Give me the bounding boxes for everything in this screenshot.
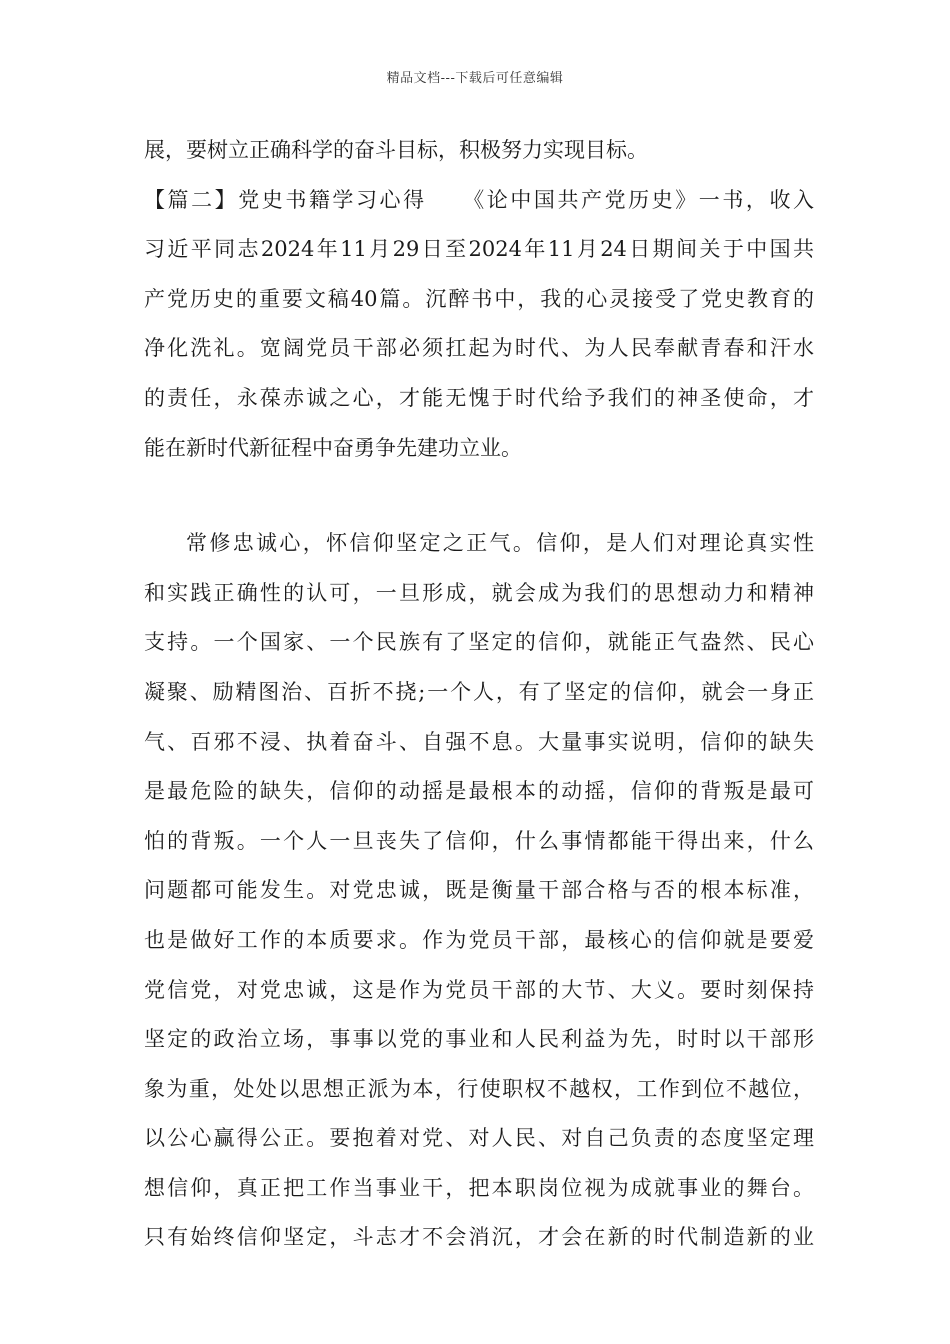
text-line: 是最危险的缺失，信仰的动摇是最根本的动摇，信仰的背叛是最可 [144, 779, 814, 804]
text-line: 以公心赢得公正。要抱着对党、对人民、对自己负责的态度坚定理 [144, 1126, 814, 1151]
text-line: 怕的背叛。一个人一旦丧失了信仰，什么事情都能干得出来，什么 [144, 828, 814, 853]
text-line: 【篇二】党史书籍学习心得 《论中国共产党历史》一书，收入 [144, 187, 814, 212]
text-line: 展，要树立正确科学的奋斗目标，积极努力实现目标。 [144, 138, 648, 162]
document-body [144, 126, 814, 1263]
text-line: 的责任，永葆赤诚之心，才能无愧于时代给予我们的神圣使命，才 [144, 385, 814, 410]
text-line: 能在新时代新征程中奋勇争先建功立业。 [144, 435, 522, 460]
page-header: 精品文档---下载后可任意编辑 [386, 71, 564, 86]
paragraph-spacer [144, 473, 814, 519]
text-line: 支持。一个国家、一个民族有了坚定的信仰，就能正气盎然、民心 [144, 630, 814, 655]
text-line: 凝聚、励精图治、百折不挠;一个人，有了坚定的信仰，就会一身正 [144, 679, 814, 704]
text-line: 坚定的政治立场，事事以党的事业和人民利益为先，时时以干部形 [144, 1027, 814, 1052]
text-line: 常修忠诚心，怀信仰坚定之正气。信仰，是人们对理论真实性 [186, 531, 814, 556]
text-line: 想信仰，真正把工作当事业干，把本职岗位视为成就事业的舞台。 [144, 1175, 814, 1200]
text-line: 产党历史的重要文稿40篇。沉醉书中，我的心灵接受了党史教育的 [144, 286, 814, 311]
text-line: 习近平同志2024年11月29日至2024年11月24日期间关于中国共 [144, 237, 814, 262]
text-line: 也是做好工作的本质要求。作为党员干部，最核心的信仰就是要爱 [144, 927, 814, 952]
text-line: 和实践正确性的认可，一旦形成，就会成为我们的思想动力和精神 [144, 580, 814, 605]
text-line: 净化洗礼。宽阔党员干部必须扛起为时代、为人民奉献青春和汗水 [144, 336, 814, 361]
text-line: 象为重，处处以思想正派为本，行使职权不越权，工作到位不越位， [144, 1076, 814, 1101]
text-line: 只有始终信仰坚定，斗志才不会消沉，才会在新的时代制造新的业 [144, 1225, 814, 1250]
text-line: 气、百邪不浸、执着奋斗、自强不息。大量事实说明，信仰的缺失 [144, 729, 814, 754]
text-line: 党信党，对党忠诚，这是作为党员干部的大节、大义。要时刻保持 [144, 977, 814, 1002]
text-line: 问题都可能发生。对党忠诚，既是衡量干部合格与否的根本标准， [144, 878, 814, 903]
